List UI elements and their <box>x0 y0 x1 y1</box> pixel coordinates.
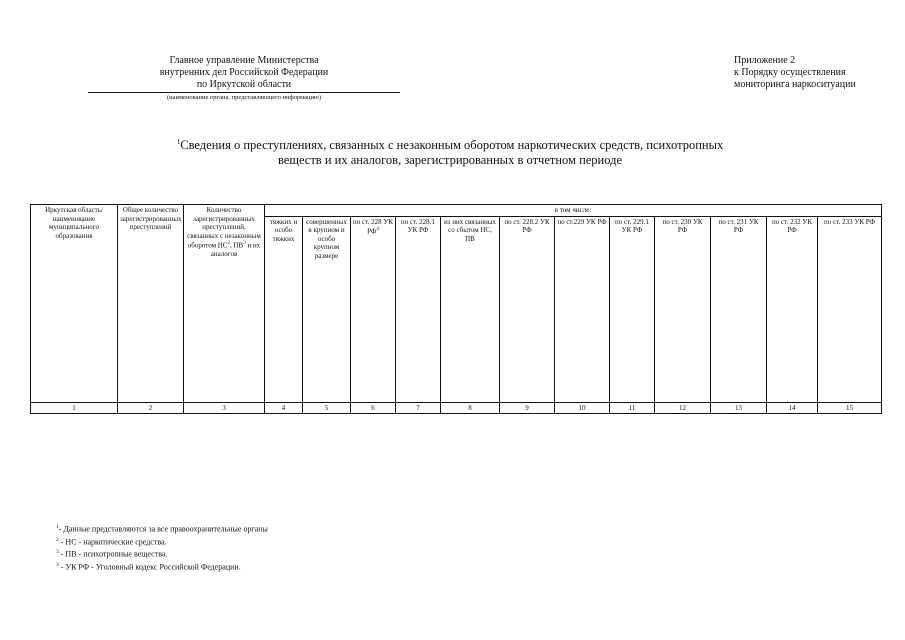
org-caption: (наименование органа, представляющего информацию) <box>88 92 400 102</box>
column-number: 14 <box>767 402 818 414</box>
column-number: 3 <box>184 402 265 414</box>
appendix-line-3: мониторинга наркоситуации <box>734 79 856 90</box>
column-header-art-230: по ст. 230 УК РФ <box>655 216 711 402</box>
column-number: 1 <box>31 402 118 414</box>
title-footnote-mark: 1 <box>176 138 181 146</box>
column-number: 10 <box>555 402 610 414</box>
column-header-art-232: по ст. 232 УК РФ <box>767 216 818 402</box>
footnote: $^2$ - НС - наркотические средства. <box>56 536 167 547</box>
column-number: 13 <box>711 402 767 414</box>
column-header-drug-crimes: Количество зарегистрированных преступлений, связанных с незаконным оборотом $НС^2$, $ПВ^3$ и их аналогов <box>184 205 265 403</box>
column-number: 7 <box>396 402 441 414</box>
column-number: 9 <box>500 402 555 414</box>
title-line-1: Сведения о преступлениях, связанных с незаконным оборотом наркотических средств, психотропных <box>180 138 724 153</box>
column-header-art-229: по ст.229 УК РФ <box>555 216 610 402</box>
report-table <box>30 204 882 414</box>
column-header-art-229-1: по ст. 229.1 УК РФ <box>610 216 655 402</box>
column-header-region: Иркутская область/ наименование муниципального образования <box>31 205 118 403</box>
column-header-art-233: по ст. 233 УК РФ <box>818 216 882 402</box>
appendix-reference <box>734 55 856 91</box>
appendix-line-1: Приложение 2 <box>734 55 796 66</box>
footnote: $^3$ - УК РФ - Уголовный кодекс Российской Федерации. <box>56 561 241 572</box>
org-name-line-2: внутренних дел Российской Федерации <box>159 67 329 78</box>
column-header-sales: из них связанных со сбытом НС, ПВ <box>441 216 500 402</box>
column-header-art-228-2: по ст. 228.2 УК РФ <box>500 216 555 402</box>
including-header: в том числе: <box>265 205 882 217</box>
column-header-large-scale: совершенных в крупном и особо крупном размере <box>303 216 351 402</box>
org-name-line-3: по Иркутской области <box>196 79 292 90</box>
footnotes <box>56 522 268 573</box>
column-number: 12 <box>655 402 711 414</box>
column-number: 2 <box>118 402 184 414</box>
appendix-line-2: к Порядку осуществления <box>734 67 846 78</box>
reporting-organization <box>88 55 400 102</box>
title-line-2: веществ и их аналогов, зарегистрированных в отчетном периоде <box>277 153 623 168</box>
column-number: 5 <box>303 402 351 414</box>
column-number: 15 <box>818 402 882 414</box>
column-header-total-crimes: Общее количество зарегистрированных преступлений <box>118 205 184 403</box>
org-name-line-1: Главное управление Министерства <box>169 55 319 66</box>
column-numbers-row <box>31 402 882 414</box>
column-header-grave: тяжких и особо тяжких <box>265 216 303 402</box>
column-header-art-228: по ст. 228 УК $РФ^4$ <box>351 216 396 402</box>
footnote: $^3$ - ПВ - психотропные вещества. <box>56 549 168 559</box>
column-number: 4 <box>265 402 303 414</box>
column-header-art-228-1: по ст. 228.1 УК РФ <box>396 216 441 402</box>
document-title <box>130 135 770 168</box>
column-header-art-231: по ст. 231 УК РФ <box>711 216 767 402</box>
column-number: 11 <box>610 402 655 414</box>
column-number: 8 <box>441 402 500 414</box>
column-number: 6 <box>351 402 396 414</box>
footnote: $^1$- Данные представляются за все правоохранительные органы <box>56 524 268 534</box>
